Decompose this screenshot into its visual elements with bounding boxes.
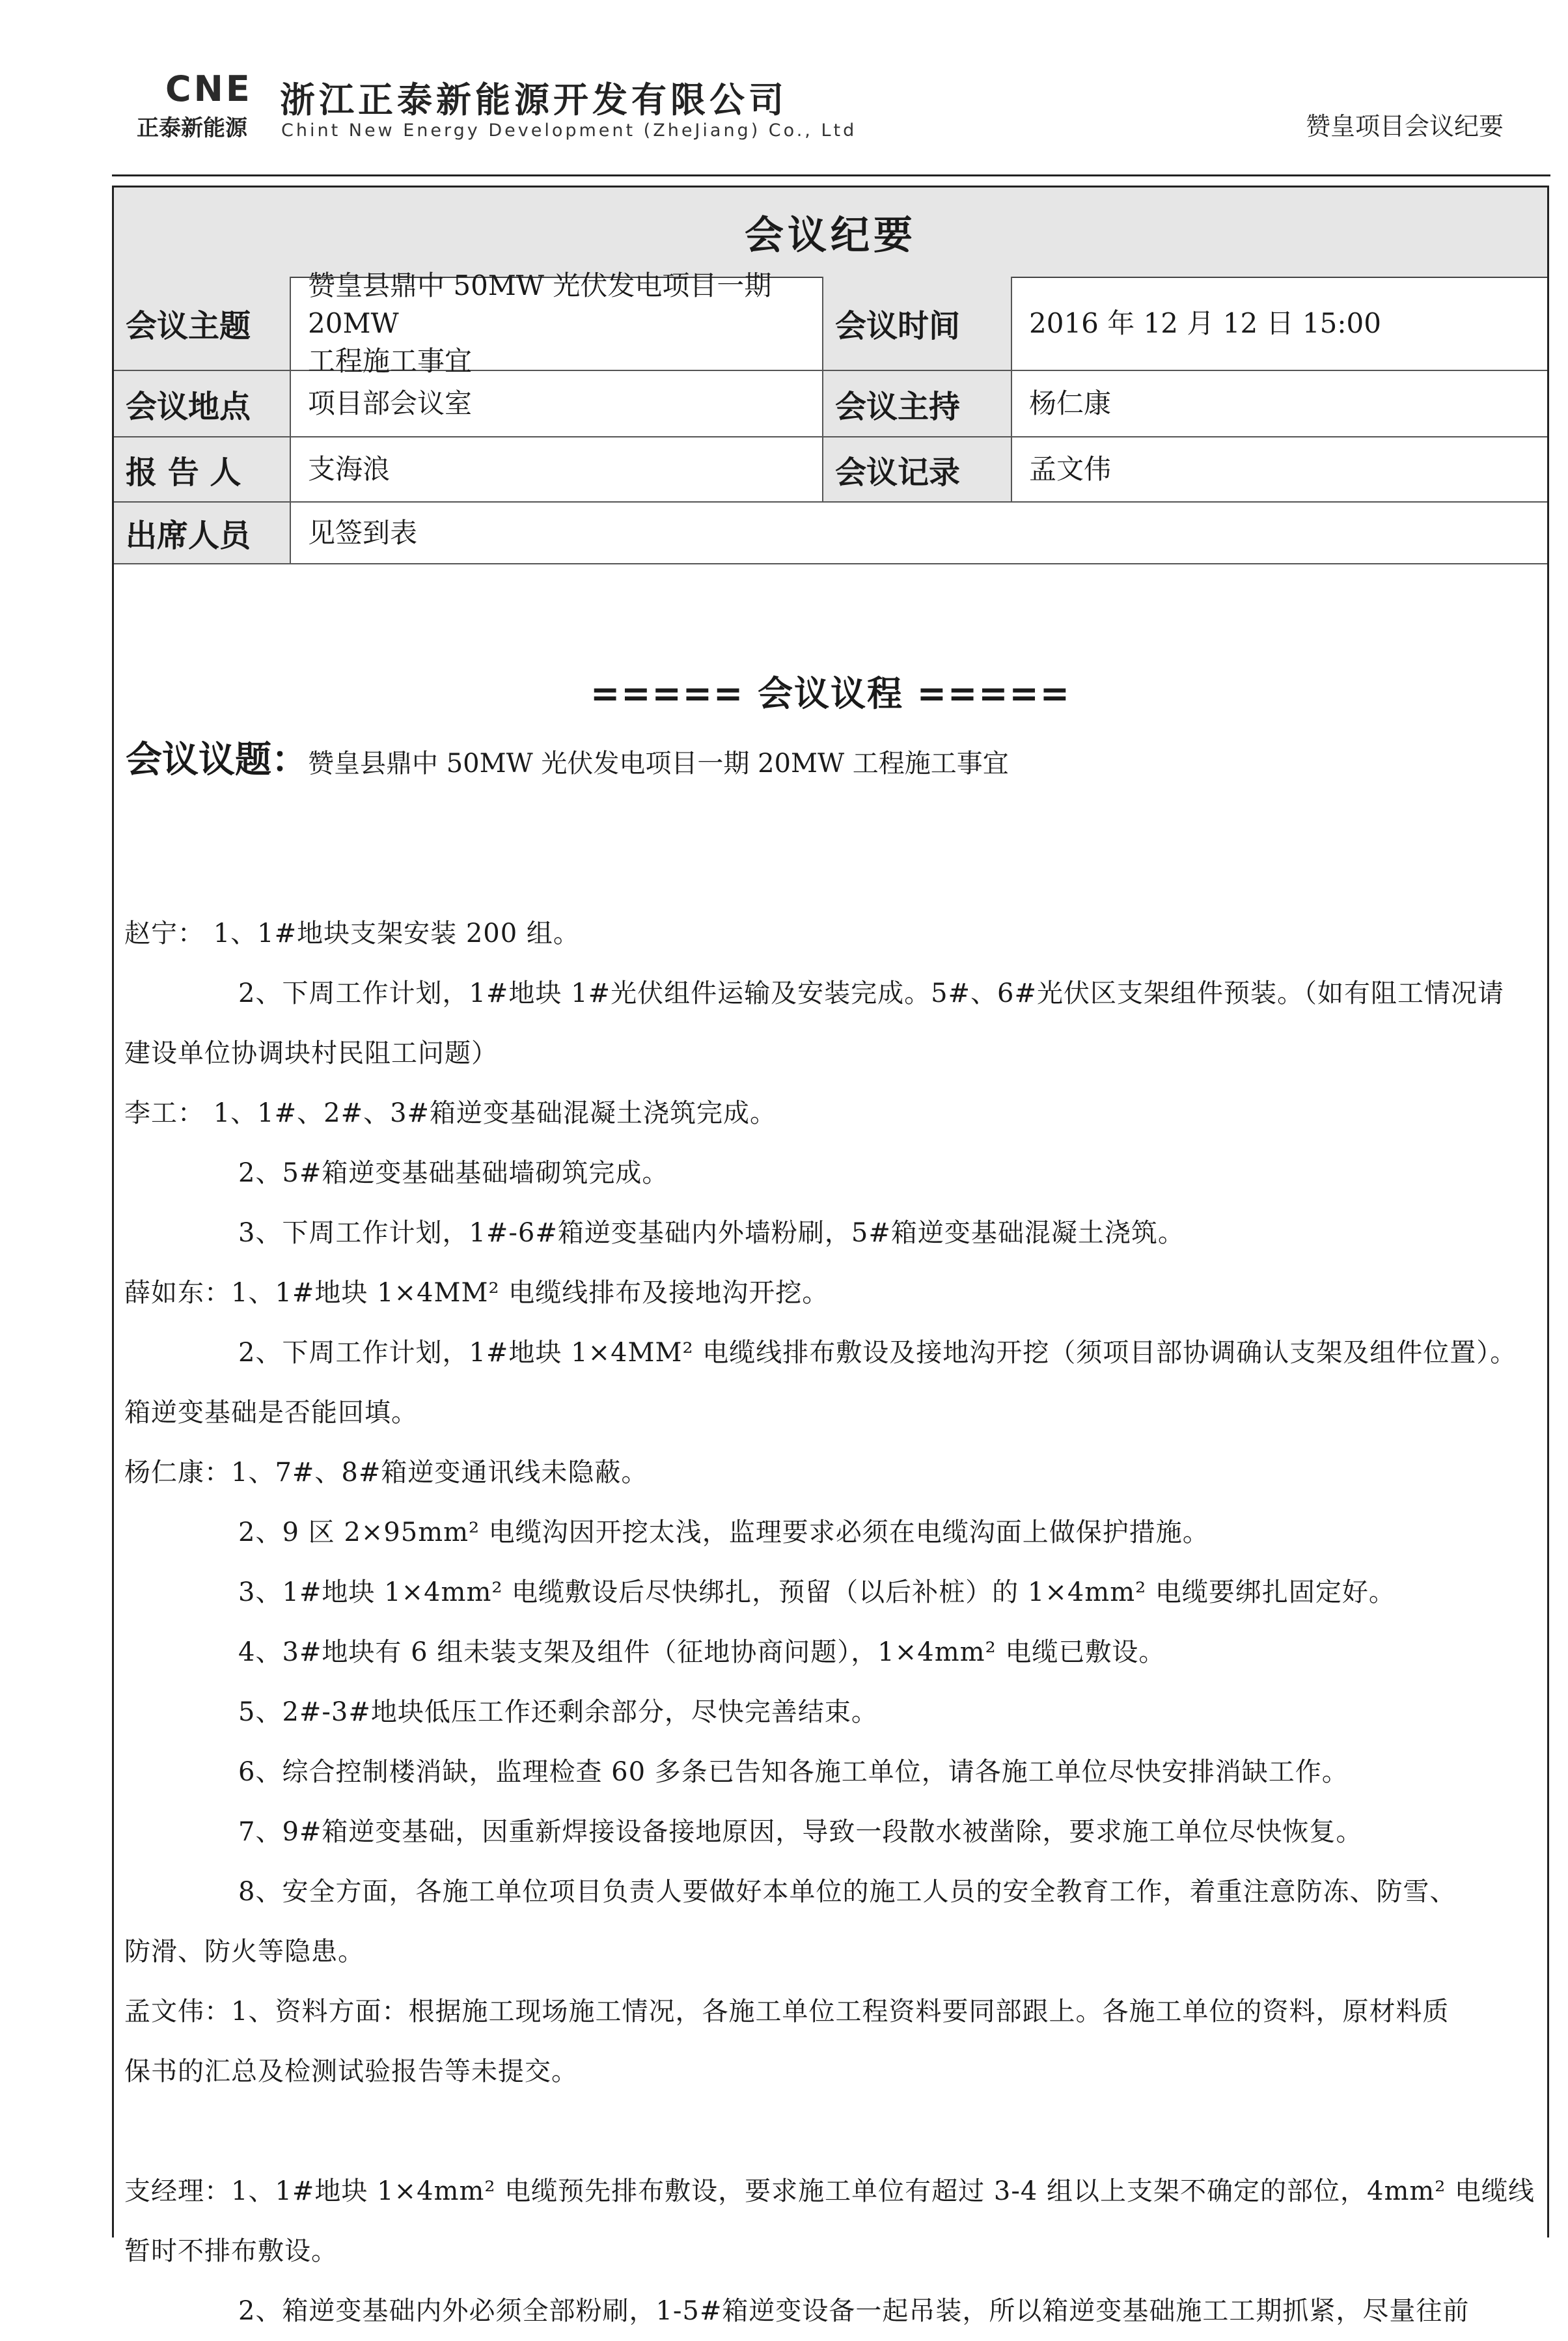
attendees-label: 出席人员 [114, 503, 290, 563]
body-line: 杨仁康：1、7#、8#箱逆变通讯线未隐蔽。 [124, 1458, 648, 1488]
body-line: 2、下周工作计划，1#地块 1#光伏组件运输及安装完成。5#、6#光伏区支架组件预装。（如有阻工情况请 [238, 978, 1505, 1008]
body-line: 7、9#箱逆变基础，因重新焊接设备接地原因，导致一段散水被凿除，要求施工单位尽快恢复。 [238, 1817, 1363, 1847]
body-line: 8、安全方面，各施工单位项目负责人要做好本单位的施工人员的安全教育工作，着重注意防冻、防雪、 [238, 1877, 1457, 1907]
host-label: 会议主持 [822, 371, 1011, 436]
body-line: 薛如东：1、1#地块 1×4MM² 电缆线排布及接地沟开挖。 [124, 1278, 829, 1308]
body-line: 5、2#-3#地块低压工作还剩余部分，尽快完善结束。 [238, 1697, 878, 1727]
body-line: 支经理：1、1#地块 1×4mm² 电缆预先排布敷设，要求施工单位有超过 3-4 组以上支架不确定的部位，4mm² 电缆线 [124, 2176, 1535, 2206]
blank-line [124, 2101, 1540, 2161]
body-line: 防滑、防火等隐患。 [124, 1937, 364, 1967]
body-line: 4、3#地块有 6 组未装支架及组件（征地协商问题），1×4mm² 电缆已敷设。 [238, 1637, 1166, 1667]
body-line: 2、5#箱逆变基础基础墙砌筑完成。 [238, 1158, 669, 1188]
row-reporter [114, 437, 1547, 503]
subject-value-line2: 工程施工事宜 [308, 344, 473, 377]
row-place [114, 371, 1547, 437]
body-line: 李工： 1、1#、2#、3#箱逆变基础混凝土浇筑完成。 [124, 1098, 777, 1128]
body-line: 箱逆变基础是否能回填。 [124, 1398, 418, 1428]
body-line: 赵宁： 1、1#地块支架安装 200 组。 [124, 919, 580, 949]
body-line: 3、下周工作计划，1#-6#箱逆变基础内外墙粉刷，5#箱逆变基础混凝土浇筑。 [238, 1218, 1185, 1248]
attendees-value: 见签到表 [290, 503, 1549, 563]
body-line: 2、箱逆变基础内外必须全部粉刷，1-5#箱逆变设备一起吊装，所以箱逆变基础施工工期抓紧，尽量往前 [238, 2296, 1470, 2326]
letterhead [137, 68, 1504, 179]
body-line: 建设单位协调块村民阻工问题） [124, 1038, 498, 1068]
record-value: 孟文伟 [1011, 437, 1549, 501]
minutes-body [124, 904, 1540, 2341]
subject-value [290, 269, 822, 377]
logo-cne-text: CNE [165, 68, 253, 109]
record-label: 会议记录 [822, 437, 1011, 501]
time-value: 2016 年 12 月 12 日 15:00 [1011, 277, 1549, 370]
company-name-en: Chint New Energy Development (ZheJiang) Co., Ltd [281, 120, 857, 141]
time-label: 会议时间 [822, 277, 1011, 370]
place-value: 项目部会议室 [290, 371, 822, 436]
header-divider [112, 174, 1550, 176]
place-label: 会议地点 [114, 371, 290, 436]
document-title: 赞皇项目会议纪要 [1305, 112, 1504, 141]
subject-value-line1: 赞皇县鼎中 50MW 光伏发电项目一期 20MW [308, 269, 772, 339]
body-line: 2、下周工作计划，1#地块 1×4MM² 电缆线排布敷设及接地沟开挖（须项目部协调确认支架及组件位置）。 [238, 1338, 1517, 1368]
logo-cn-text: 正泰新能源 [137, 115, 247, 141]
agenda-title: ===== 会议议程 ===== [590, 673, 1071, 714]
company-logo [137, 68, 267, 140]
body-line: 保书的汇总及检测试验报告等未提交。 [124, 2057, 578, 2086]
body-line: 孟文伟：1、资料方面：根据施工现场施工情况，各施工单位工程资料要同部跟上。各施工单位的资料，原材料质 [124, 1997, 1450, 2027]
body-line: 6、综合控制楼消缺，监理检查 60 多条已告知各施工单位，请各施工单位尽快安排消缺工作。 [238, 1757, 1349, 1787]
row-subject [114, 269, 1547, 377]
reporter-label: 报 告 人 [114, 437, 290, 501]
topic-text: 赞皇县鼎中 50MW 光伏发电项目一期 20MW 工程施工事宜 [308, 749, 1009, 779]
topic-label: 会议议题： [126, 739, 308, 781]
company-name-cn: 浙江正泰新能源开发有限公司 [280, 79, 788, 120]
host-value: 杨仁康 [1011, 371, 1549, 436]
subject-label: 会议主题 [114, 277, 290, 370]
minutes-title: 会议纪要 [114, 187, 1547, 278]
agenda-topic [126, 731, 1009, 783]
body-line: 3、1#地块 1×4mm² 电缆敷设后尽快绑扎，预留（以后补桩）的 1×4mm² 电缆要绑扎固定好。 [238, 1577, 1396, 1607]
body-line: 2、9 区 2×95mm² 电缆沟因开挖太浅，监理要求必须在电缆沟面上做保护措施。 [238, 1517, 1209, 1547]
minutes-frame [112, 186, 1549, 2326]
row-attendees [114, 503, 1547, 564]
reporter-value: 支海浪 [290, 437, 822, 501]
body-line: 暂时不排布敷设。 [124, 2236, 338, 2266]
